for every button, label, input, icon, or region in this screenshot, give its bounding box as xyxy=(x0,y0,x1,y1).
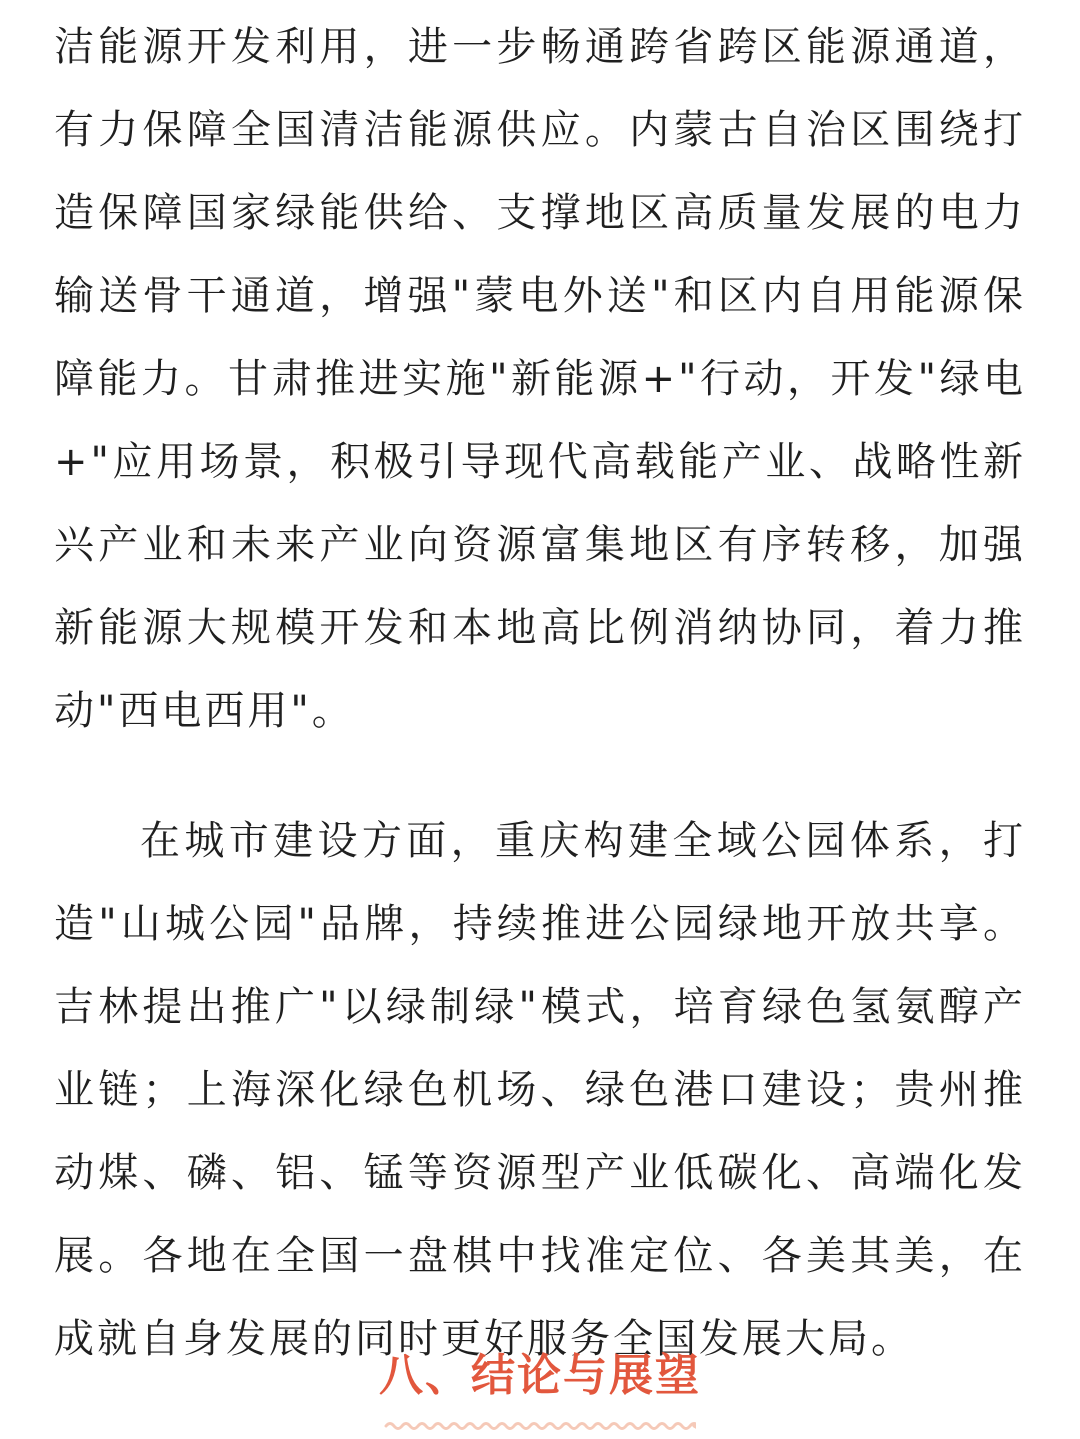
section-heading-text: 八、结论与展望 xyxy=(379,1350,701,1401)
paragraph-urban-construction: 在城市建设方面，重庆构建全域公园体系，打造"山城公园"品牌，持续推进公园绿地开放共享。吉林提出推广"以绿制绿"模式，培育绿色氢氨醇产业链；上海深化绿色机场、绿色港口建设；贵州推动煤、磷、铝、锰等资源型产业低碳化、高端化发展。各地在全国一盘棋中找准定位、各美其美，在成就自身发展的同时更好服务全国发展大局。 xyxy=(54,818,1026,1362)
heading-wavy-underline xyxy=(384,1414,696,1438)
paragraph-energy: 洁能源开发利用，进一步畅通跨省跨区能源通道，有力保障全国清洁能源供应。内蒙古自治区围绕打造保障国家绿能供给、支撑地区高质量发展的电力输送骨干通道，增强"蒙电外送"和区内自用能源保障能力。甘肃推进实施"新能源+"行动，开发"绿电+"应用场景，积极引导现代高载能产业、战略性新兴产业和未来产业向资源富集地区有序转移，加强新能源大规模开发和本地高比例消纳协同，着力推动"西电西用"。 xyxy=(54,24,1026,734)
section-heading xyxy=(0,1346,1080,1406)
article-body xyxy=(54,6,1026,1381)
